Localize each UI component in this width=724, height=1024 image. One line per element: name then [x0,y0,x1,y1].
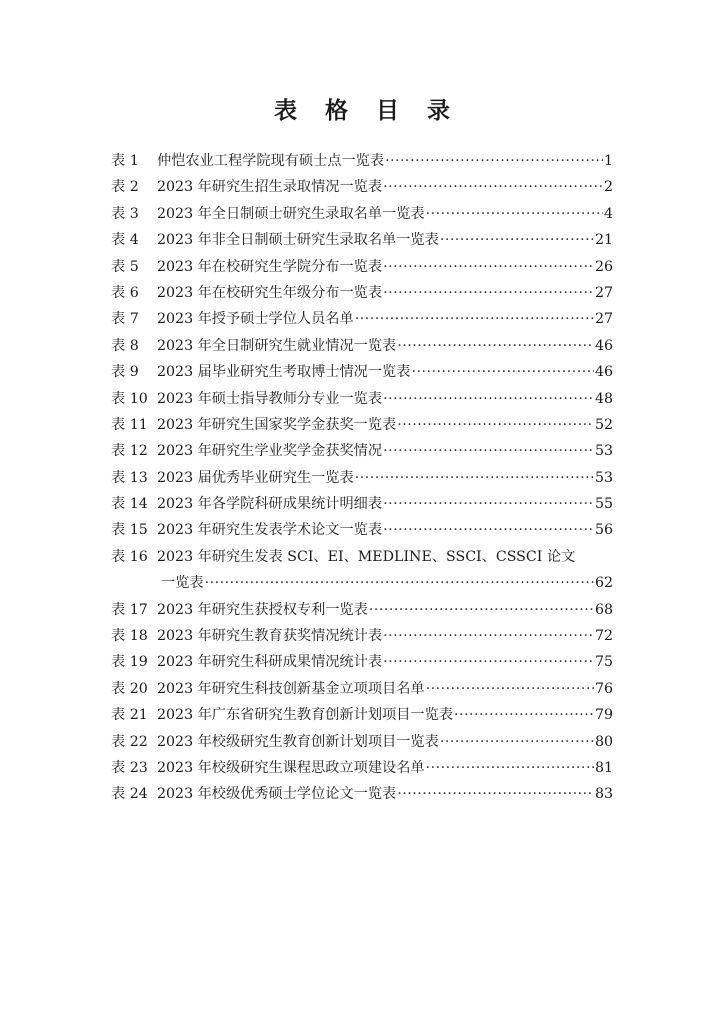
entry-title: 2023 年广东省研究生教育创新计划项目一览表 [157,707,453,724]
entry-label: 表 8 [111,337,139,354]
entry-title-continuation: 一览表 [161,575,204,592]
entry-title: 2023 年非全日制硕士研究生录取名单一览表 [157,232,439,249]
entry-page-number: 27 [594,311,613,328]
dot-leader [383,628,594,644]
toc-entry[interactable] [111,414,613,440]
toc-entry[interactable] [111,493,613,519]
toc-entry[interactable] [111,361,613,387]
entry-title: 2023 年研究生科技创新基金立项项目名单 [157,680,425,697]
dot-leader [454,707,594,723]
dot-leader [397,786,594,802]
entry-page-number: 2 [603,179,613,196]
toc-entry[interactable] [111,783,613,809]
dot-leader [385,153,603,169]
entry-title: 2023 年全日制硕士研究生录取名单一览表 [157,205,425,222]
entry-page-number: 79 [594,707,613,724]
toc-entry[interactable] [111,625,613,651]
entry-page-number: 76 [594,680,613,697]
entry-label: 表 17 [111,601,148,618]
dot-leader [426,760,594,776]
entry-page-number: 56 [594,522,613,539]
toc-entry[interactable] [111,203,613,229]
entry-label: 表 7 [111,311,139,328]
entry-title: 2023 年研究生教育获奖情况统计表 [157,628,383,645]
dot-leader [355,470,594,486]
toc-entry[interactable] [111,150,613,176]
entry-title: 2023 年研究生发表 SCI、EI、MEDLINE、SSCI、CSSCI 论文 [157,548,576,565]
toc-entry[interactable] [111,229,613,255]
toc-entry[interactable] [111,519,613,545]
toc-entry[interactable] [111,440,613,466]
dot-leader [440,232,594,248]
dot-leader [369,602,594,618]
dot-leader [426,681,594,697]
entry-label: 表 24 [111,786,148,803]
entry-title: 2023 年校级研究生教育创新计划项目一览表 [157,733,439,750]
entry-label: 表 3 [111,205,139,222]
entry-page-number: 4 [603,205,613,222]
table-of-tables [111,150,613,810]
entry-page-number: 21 [594,232,613,249]
entry-label: 表 2 [111,179,139,196]
entry-label: 表 1 [111,153,139,169]
entry-label: 表 6 [111,284,139,301]
toc-entry[interactable] [111,546,613,572]
dot-leader [355,311,594,327]
dot-leader [426,206,603,222]
entry-page-number: 52 [594,416,613,433]
entry-label: 表 5 [111,258,139,275]
toc-entry-continuation[interactable] [111,572,613,598]
toc-entry[interactable] [111,704,613,730]
entry-label: 表 9 [111,364,139,381]
dot-leader [383,259,594,275]
entry-page-number: 75 [594,654,613,671]
dot-leader [383,654,594,670]
entry-title: 2023 届毕业研究生考取博士情况一览表 [157,364,411,381]
dot-leader [383,522,594,538]
entry-label: 表 19 [111,654,148,671]
entry-page-number: 46 [594,364,613,381]
toc-entry[interactable] [111,282,613,308]
entry-title: 2023 年研究生发表学术论文一览表 [157,522,383,539]
entry-title: 2023 年校级研究生课程思政立项建设名单 [157,759,425,776]
entry-title: 2023 届优秀毕业研究生一览表 [157,469,354,486]
entry-title: 2023 年全日制研究生就业情况一览表 [157,337,397,354]
entry-title: 仲恺农业工程学院现有硕士点一览表 [157,153,385,169]
toc-entry[interactable] [111,256,613,282]
toc-entry[interactable] [111,757,613,783]
entry-label: 表 15 [111,522,148,539]
entry-label: 表 11 [111,416,148,433]
entry-label: 表 23 [111,759,148,776]
entry-label: 表 4 [111,232,139,249]
toc-entry[interactable] [111,308,613,334]
entry-page-number: 53 [594,443,613,460]
toc-entry[interactable] [111,599,613,625]
toc-entry[interactable] [111,731,613,757]
dot-leader [440,734,594,750]
dot-leader [383,285,594,301]
entry-label: 表 21 [111,707,148,724]
entry-title: 2023 年研究生获授权专利一览表 [157,601,368,618]
dot-leader [383,179,603,195]
entry-title: 2023 年各学院科研成果统计明细表 [157,496,383,513]
toc-entry[interactable] [111,678,613,704]
entry-page-number: 1 [603,153,613,169]
entry-page-number: 55 [594,496,613,513]
dot-leader [397,338,594,354]
dot-leader [411,364,594,380]
entry-page-number: 68 [594,601,613,618]
toc-entry[interactable] [111,335,613,361]
entry-label: 表 22 [111,733,148,750]
entry-page-number: 27 [594,284,613,301]
entry-label: 表 13 [111,469,148,486]
entry-title: 2023 年在校研究生学院分布一览表 [157,258,383,275]
page-title: 表 格 目 录 [273,97,461,124]
toc-entry[interactable] [111,388,613,414]
entry-title: 2023 年研究生招生录取情况一览表 [157,179,383,196]
toc-entry[interactable] [111,176,613,202]
entry-page-number: 26 [594,258,613,275]
entry-page-number: 83 [594,786,613,803]
entry-page-number: 62 [594,575,613,592]
dot-leader [383,391,594,407]
dot-leader [383,443,594,459]
entry-label: 表 18 [111,628,148,645]
dot-leader [205,575,594,591]
entry-page-number: 48 [594,390,613,407]
entry-label: 表 14 [111,496,148,513]
entry-label: 表 16 [111,548,148,565]
entry-title: 2023 年校级优秀硕士学位论文一览表 [157,786,397,803]
dot-leader [383,496,594,512]
entry-title: 2023 年硕士指导教师分专业一览表 [157,390,383,407]
entry-title: 2023 年授予硕士学位人员名单 [157,311,354,328]
entry-title: 2023 年研究生科研成果情况统计表 [157,654,383,671]
entry-label: 表 12 [111,443,148,460]
entry-page-number: 81 [594,759,613,776]
toc-entry[interactable] [111,651,613,677]
entry-label: 表 20 [111,680,148,697]
entry-title: 2023 年在校研究生年级分布一览表 [157,284,383,301]
dot-leader [397,417,594,433]
entry-title: 2023 年研究生国家奖学金获奖一览表 [157,416,397,433]
toc-entry[interactable] [111,467,613,493]
entry-title: 2023 年研究生学业奖学金获奖情况 [157,443,383,460]
entry-page-number: 46 [594,337,613,354]
entry-page-number: 72 [594,628,613,645]
entry-page-number: 53 [594,469,613,486]
entry-page-number: 80 [594,733,613,750]
entry-label: 表 10 [111,390,148,407]
